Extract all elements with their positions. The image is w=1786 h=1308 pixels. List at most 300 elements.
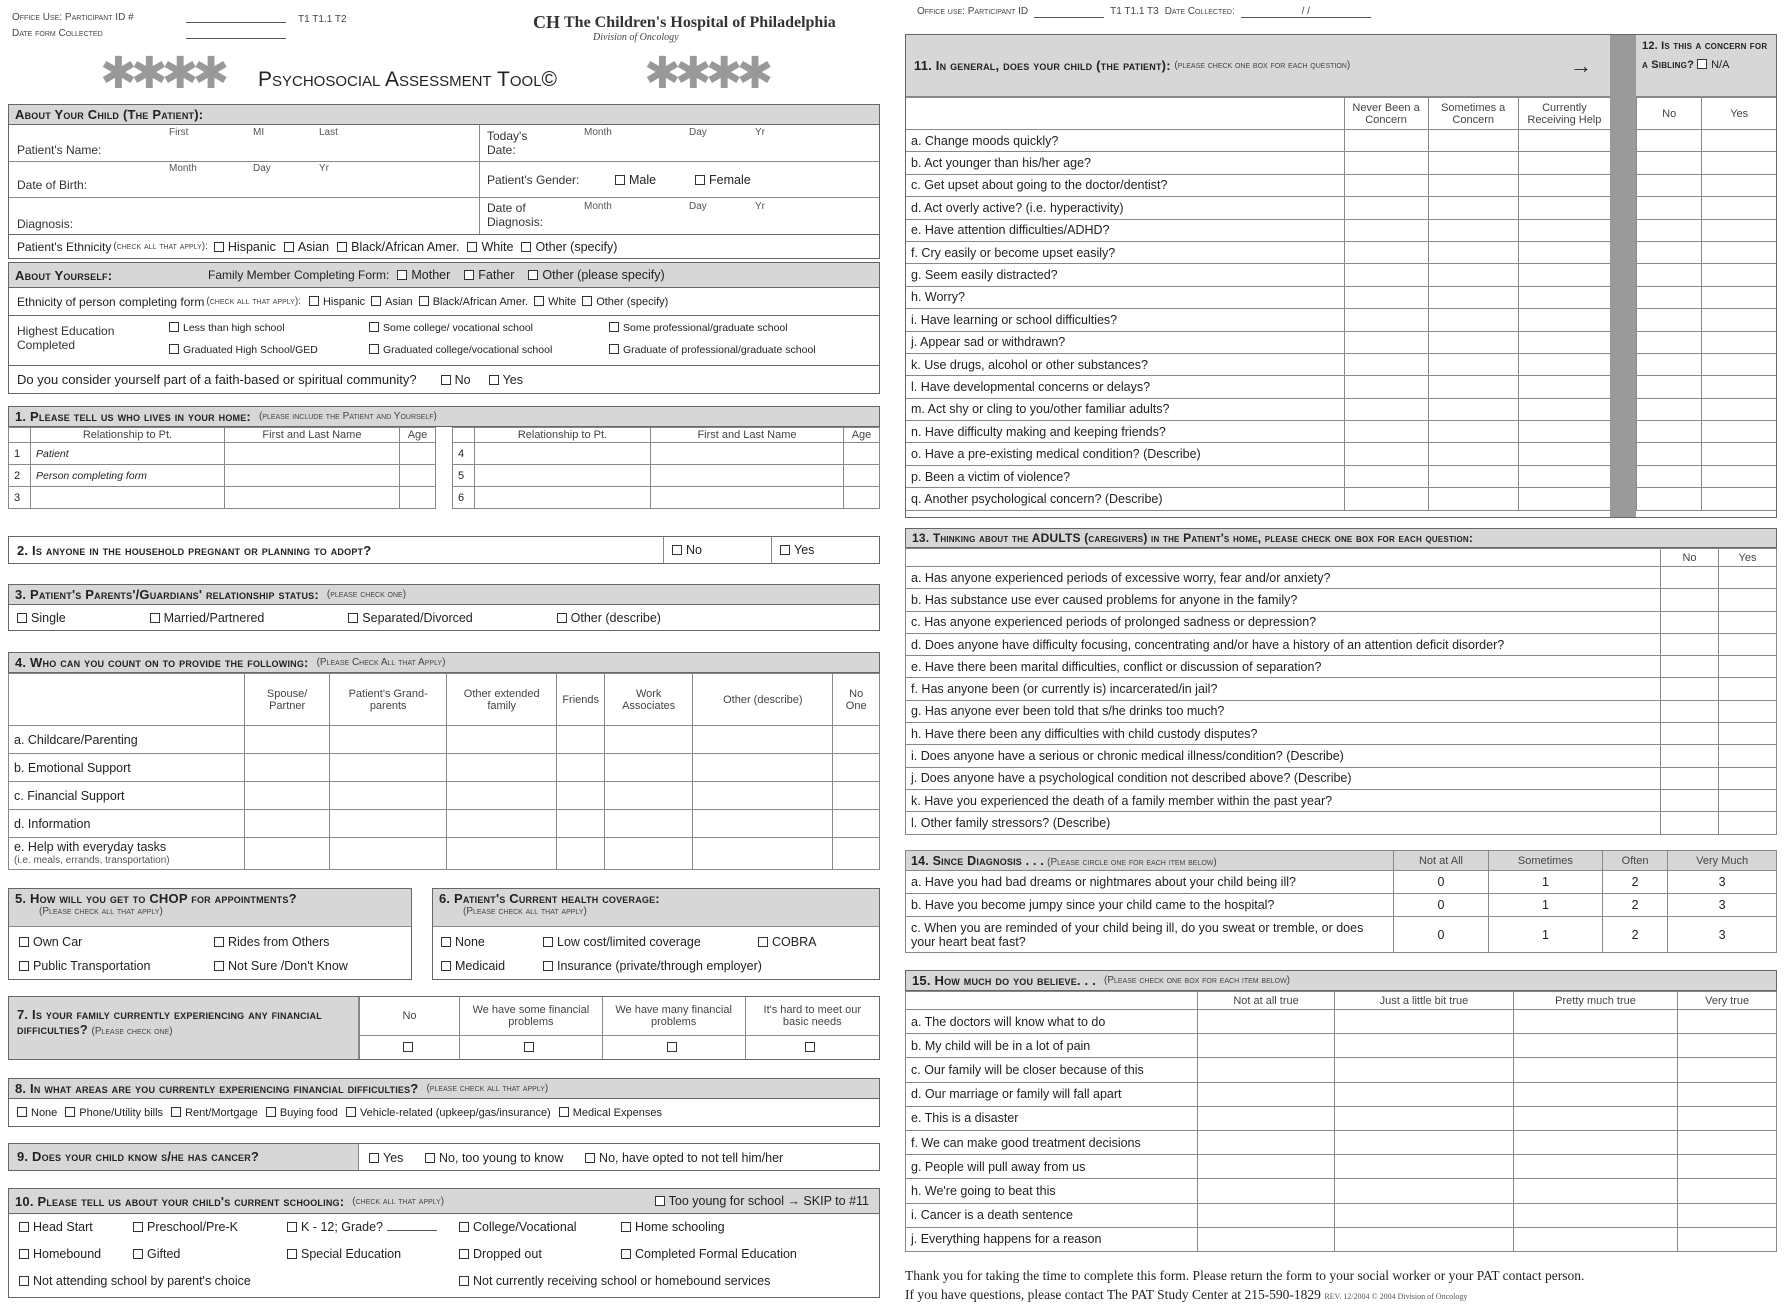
- s13-yes[interactable]: [1719, 589, 1777, 611]
- s12-yes[interactable]: [1702, 174, 1776, 196]
- s15-row: d. Our marriage or family will fall apart: [906, 1082, 1777, 1106]
- s14-rating[interactable]: 2: [1602, 871, 1667, 894]
- s7-some[interactable]: [460, 1035, 603, 1059]
- your-ethnicity-row: Ethnicity of person completing form (check all that apply): Hispanic Asian Black/African Amer. White Other (specify): [8, 288, 880, 316]
- s14-rating[interactable]: 0: [1394, 871, 1489, 894]
- s11-checkbox[interactable]: [1344, 465, 1428, 487]
- s6-insurance[interactable]: Insurance (private/through employer): [543, 959, 762, 973]
- s12-row: [1637, 421, 1777, 443]
- s12-no[interactable]: [1637, 398, 1702, 420]
- about-yourself-section: [8, 262, 880, 394]
- s11-checkbox[interactable]: [1344, 376, 1428, 398]
- eth-asian[interactable]: Asian: [284, 240, 329, 254]
- s12-row: [1637, 286, 1777, 308]
- s11-checkbox[interactable]: [1344, 443, 1428, 465]
- s15-checkbox[interactable]: [1198, 1082, 1335, 1106]
- household-table-right: Relationship to Pt. First and Last Name Age 4 5 6: [452, 427, 880, 509]
- s10-homebound[interactable]: Homebound: [19, 1247, 101, 1261]
- s15-checkbox[interactable]: [1513, 1203, 1677, 1227]
- s11-checkbox[interactable]: [1344, 421, 1428, 443]
- section-4: [8, 652, 880, 870]
- s12-yes[interactable]: [1702, 152, 1776, 174]
- section-8-header: 8. In what areas are you currently experiencing financial difficulties? (please check all that apply): [8, 1078, 880, 1099]
- s11-checkbox[interactable]: [1428, 488, 1518, 510]
- s11-checkbox[interactable]: [1344, 152, 1428, 174]
- beliefs-table: Not at all true Just a little bit true Pretty much true Very true a. The doctors will know what to do b. My child will be in a lot of pain c. Our family will be closer because of this d. Our marriage or family will fall apart e. This is a disaster f. We can make good treatment decisions g. People will pull away from us h. We're going to beat this i. Cancer is a death sentence j. Everything happens for a reason: [905, 991, 1777, 1252]
- s3-separated[interactable]: Separated/Divorced: [348, 611, 472, 625]
- s11-row: e. Have attention difficulties/ADHD?: [906, 219, 1610, 241]
- s11-checkbox[interactable]: [1428, 286, 1518, 308]
- gender-male-option[interactable]: Male: [615, 173, 656, 187]
- s11-checkbox[interactable]: [1428, 219, 1518, 241]
- s13-no[interactable]: [1661, 745, 1719, 767]
- s13-no[interactable]: [1661, 678, 1719, 700]
- s11-checkbox[interactable]: [1518, 309, 1610, 331]
- eth-white[interactable]: White: [467, 240, 513, 254]
- edu-college[interactable]: Graduated college/vocational school: [369, 344, 552, 356]
- s10-not-attending[interactable]: Not attending school by parent's choice: [19, 1274, 251, 1288]
- s12-no[interactable]: [1637, 443, 1702, 465]
- s11-row: m. Act shy or cling to you/other familiar adults?: [906, 398, 1610, 420]
- s8-phone[interactable]: Phone/Utility bills: [65, 1107, 163, 1119]
- s10-too-young[interactable]: Too young for school → SKIP to #11: [655, 1194, 869, 1208]
- member-father[interactable]: Father: [464, 268, 514, 282]
- s11-checkbox[interactable]: [1428, 421, 1518, 443]
- diagnosis-label: Diagnosis:: [17, 217, 74, 231]
- s11-checkbox[interactable]: [1428, 264, 1518, 286]
- patient-ethnicity-row: Patient's Ethnicity (check all that apply): Hispanic Asian Black/African Amer. White Other (specify): [8, 235, 880, 259]
- s10-not-receiving[interactable]: Not currently receiving school or homebound services: [459, 1274, 770, 1288]
- s15-checkbox[interactable]: [1198, 1155, 1335, 1179]
- s15-row: g. People will pull away from us: [906, 1155, 1777, 1179]
- s13-no[interactable]: [1661, 700, 1719, 722]
- s9-no-young[interactable]: No, too young to know: [425, 1151, 563, 1165]
- s11-checkbox[interactable]: [1518, 264, 1610, 286]
- s15-row: e. This is a disaster: [906, 1106, 1777, 1130]
- member-other[interactable]: Other (please specify): [528, 268, 664, 282]
- s15-checkbox[interactable]: [1335, 1227, 1514, 1251]
- eth-black[interactable]: Black/African Amer.: [337, 240, 459, 254]
- section-3: [8, 584, 880, 631]
- s13-no[interactable]: [1661, 633, 1719, 655]
- s11-checkbox[interactable]: [1518, 241, 1610, 263]
- s11-row: l. Have developmental concerns or delays?: [906, 376, 1610, 398]
- section-12-header: 12. Is this a concern for a Sibling? N/A: [1636, 35, 1776, 97]
- faith-no[interactable]: No: [441, 373, 471, 387]
- s15-checkbox[interactable]: [1678, 1130, 1777, 1154]
- s11-row: k. Use drugs, alcohol or other substances?: [906, 353, 1610, 375]
- s12-no[interactable]: [1637, 219, 1702, 241]
- s13-no[interactable]: [1661, 656, 1719, 678]
- s15-checkbox[interactable]: [1335, 1034, 1514, 1058]
- s11-checkbox[interactable]: [1518, 197, 1610, 219]
- faith-yes[interactable]: Yes: [489, 373, 523, 387]
- s14-rating[interactable]: 1: [1488, 917, 1602, 953]
- s11-row: o. Have a pre-existing medical condition? (Describe): [906, 443, 1610, 465]
- faith-row: Do you consider yourself part of a faith-based or spiritual community? No Yes: [8, 366, 880, 394]
- s13-no[interactable]: [1661, 567, 1719, 589]
- s13-row: c. Has anyone experienced periods of prolonged sadness or depression?: [906, 611, 1777, 633]
- s12-no[interactable]: [1637, 286, 1702, 308]
- s11-checkbox[interactable]: [1428, 309, 1518, 331]
- edu-some-grad[interactable]: Some professional/graduate school: [609, 322, 788, 334]
- s15-checkbox[interactable]: [1513, 1082, 1677, 1106]
- s15-checkbox[interactable]: [1513, 1179, 1677, 1203]
- s9-yes[interactable]: Yes: [369, 1151, 403, 1165]
- s12-yes[interactable]: [1702, 241, 1776, 263]
- s11-checkbox[interactable]: [1518, 376, 1610, 398]
- s5-public[interactable]: Public Transportation: [19, 959, 150, 973]
- s12-yes[interactable]: [1702, 309, 1776, 331]
- s13-yes[interactable]: [1719, 633, 1777, 655]
- s15-checkbox[interactable]: [1678, 1155, 1777, 1179]
- eth-other[interactable]: Other (specify): [521, 240, 617, 254]
- your-eth-white[interactable]: White: [534, 296, 576, 308]
- s12-row: [1637, 174, 1777, 196]
- s15-checkbox[interactable]: [1513, 1106, 1677, 1130]
- s13-yes[interactable]: [1719, 567, 1777, 589]
- s11-checkbox[interactable]: [1428, 353, 1518, 375]
- your-eth-hispanic[interactable]: Hispanic: [309, 296, 365, 308]
- s11-row: c. Get upset about going to the doctor/dentist?: [906, 174, 1610, 196]
- division-name: Division of Oncology: [593, 32, 679, 43]
- s15-checkbox[interactable]: [1335, 1155, 1514, 1179]
- s10-k12[interactable]: K - 12; Grade?: [287, 1220, 437, 1234]
- s11-checkbox[interactable]: [1428, 152, 1518, 174]
- s11-checkbox[interactable]: [1518, 331, 1610, 353]
- s13-no[interactable]: [1661, 812, 1719, 834]
- s15-checkbox[interactable]: [1513, 1010, 1677, 1034]
- date-form-collected-field[interactable]: [186, 38, 286, 39]
- s15-checkbox[interactable]: [1198, 1227, 1335, 1251]
- form-title: Psychosocial Assessment Tool©: [258, 68, 558, 91]
- s12-yes[interactable]: [1702, 398, 1776, 420]
- s14-rating[interactable]: 0: [1394, 917, 1489, 953]
- section-10-header: 10. Please tell us about your child's current schooling: (check all that apply) Too young for school → SKIP to #11: [8, 1188, 880, 1214]
- s13-row: g. Has anyone ever been told that s/he drinks too much?: [906, 700, 1777, 722]
- s12-no[interactable]: [1637, 465, 1702, 487]
- s15-checkbox[interactable]: [1513, 1227, 1677, 1251]
- s11-checkbox[interactable]: [1428, 197, 1518, 219]
- s11-checkbox[interactable]: [1344, 219, 1428, 241]
- s13-no[interactable]: [1661, 723, 1719, 745]
- s12-yes[interactable]: [1702, 264, 1776, 286]
- s15-checkbox[interactable]: [1513, 1034, 1677, 1058]
- s11-row: h. Worry?: [906, 286, 1610, 308]
- s12-yes[interactable]: [1702, 488, 1776, 510]
- s15-checkbox[interactable]: [1678, 1058, 1777, 1082]
- s15-checkbox[interactable]: [1198, 1179, 1335, 1203]
- s11-row: i. Have learning or school difficulties?: [906, 309, 1610, 331]
- s11-checkbox[interactable]: [1344, 353, 1428, 375]
- your-eth-black[interactable]: Black/African Amer.: [419, 296, 528, 308]
- office-use-label: Office Use: Participant ID #: [12, 12, 134, 23]
- s10-college[interactable]: College/Vocational: [459, 1220, 577, 1234]
- s13-yes[interactable]: [1719, 678, 1777, 700]
- s12-no[interactable]: [1637, 264, 1702, 286]
- s13-row: a. Has anyone experienced periods of excessive worry, fear and/or anxiety?: [906, 567, 1777, 589]
- s11-checkbox[interactable]: [1428, 443, 1518, 465]
- s13-yes[interactable]: [1719, 745, 1777, 767]
- section-11-header: 11. In general, does your child (the patient): (please check one box for each question) →: [906, 35, 1610, 97]
- s14-rating[interactable]: 3: [1668, 917, 1777, 953]
- s13-no[interactable]: [1661, 789, 1719, 811]
- your-eth-other[interactable]: Other (specify): [582, 296, 668, 308]
- s15-checkbox[interactable]: [1678, 1082, 1777, 1106]
- s11-checkbox[interactable]: [1428, 465, 1518, 487]
- s6-none[interactable]: None: [441, 935, 485, 949]
- s7-no[interactable]: [360, 1035, 460, 1059]
- s8-rent[interactable]: Rent/Mortgage: [171, 1107, 258, 1119]
- s13-no[interactable]: [1661, 611, 1719, 633]
- s15-checkbox[interactable]: [1513, 1058, 1677, 1082]
- s14-rating[interactable]: 3: [1668, 894, 1777, 917]
- s11-checkbox[interactable]: [1518, 130, 1610, 152]
- section-2: 2. Is anyone in the household pregnant or planning to adopt? No Yes: [8, 536, 880, 564]
- s11-checkbox[interactable]: [1428, 331, 1518, 353]
- s12-no[interactable]: [1637, 376, 1702, 398]
- s10-home-school[interactable]: Home schooling: [621, 1220, 725, 1234]
- sibling-table: No Yes: [1636, 97, 1776, 511]
- s14-rating[interactable]: 1: [1488, 894, 1602, 917]
- section-15: [905, 970, 1777, 1252]
- s15-checkbox[interactable]: [1335, 1058, 1514, 1082]
- s10-preschool[interactable]: Preschool/Pre-K: [133, 1220, 238, 1234]
- s10-dropped[interactable]: Dropped out: [459, 1247, 542, 1261]
- s15-checkbox[interactable]: [1335, 1010, 1514, 1034]
- gender-female-option[interactable]: Female: [695, 173, 751, 187]
- footer: [905, 1266, 1777, 1306]
- office-use-right: Office use: Participant ID T1 T1.1 T3 Date Collected: / /: [917, 6, 1371, 18]
- s5-rides[interactable]: Rides from Others: [214, 935, 329, 949]
- s12-no[interactable]: [1637, 488, 1702, 510]
- s15-checkbox[interactable]: [1335, 1179, 1514, 1203]
- s15-checkbox[interactable]: [1678, 1227, 1777, 1251]
- s11-checkbox[interactable]: [1518, 465, 1610, 487]
- s11-checkbox[interactable]: [1518, 219, 1610, 241]
- s11-checkbox[interactable]: [1428, 376, 1518, 398]
- s12-yes[interactable]: [1702, 130, 1776, 152]
- s5-not-sure[interactable]: Not Sure /Don't Know: [214, 959, 348, 973]
- s12-yes[interactable]: [1702, 353, 1776, 375]
- section-9: 9. Does your child know s/he has cancer? Yes No, too young to know No, have opted to not tell him/her: [8, 1143, 880, 1171]
- s10-gifted[interactable]: Gifted: [133, 1247, 180, 1261]
- s11-checkbox[interactable]: [1344, 264, 1428, 286]
- s12-no[interactable]: [1637, 331, 1702, 353]
- s12-no[interactable]: [1637, 130, 1702, 152]
- section-1-header: 1. Please tell us who lives in your home: (please include the Patient and Yourself): [8, 406, 880, 427]
- s7-hard[interactable]: [745, 1035, 879, 1059]
- s15-checkbox[interactable]: [1198, 1203, 1335, 1227]
- s15-checkbox[interactable]: [1335, 1082, 1514, 1106]
- eth-hispanic[interactable]: Hispanic: [214, 240, 276, 254]
- s11-checkbox[interactable]: [1344, 398, 1428, 420]
- s13-yes[interactable]: [1719, 723, 1777, 745]
- s3-other[interactable]: Other (describe): [557, 611, 661, 625]
- s14-rating[interactable]: 0: [1394, 894, 1489, 917]
- member-mother[interactable]: Mother: [397, 268, 450, 282]
- s12-yes[interactable]: [1702, 286, 1776, 308]
- participant-id-field[interactable]: [186, 22, 286, 23]
- s11-checkbox[interactable]: [1518, 174, 1610, 196]
- s11-checkbox[interactable]: [1518, 488, 1610, 510]
- s12-row: [1637, 197, 1777, 219]
- edu-hs[interactable]: Graduated High School/GED: [169, 344, 318, 356]
- s11-checkbox[interactable]: [1344, 331, 1428, 353]
- s13-yes[interactable]: [1719, 700, 1777, 722]
- s15-checkbox[interactable]: [1678, 1034, 1777, 1058]
- s15-checkbox[interactable]: [1198, 1034, 1335, 1058]
- s13-yes[interactable]: [1719, 767, 1777, 789]
- s11-checkbox[interactable]: [1344, 130, 1428, 152]
- s11-checkbox[interactable]: [1518, 152, 1610, 174]
- s14-rating[interactable]: 3: [1668, 871, 1777, 894]
- s15-row: i. Cancer is a death sentence: [906, 1203, 1777, 1227]
- s14-rating[interactable]: 1: [1488, 871, 1602, 894]
- s14-rating[interactable]: 2: [1602, 894, 1667, 917]
- your-eth-asian[interactable]: Asian: [371, 296, 413, 308]
- s13-row: e. Have there been marital difficulties, conflict or discussion of separation?: [906, 656, 1777, 678]
- s11-checkbox[interactable]: [1428, 398, 1518, 420]
- footer-contact: If you have questions, please contact The PAT Study Center at 215-590-1829: [905, 1287, 1321, 1302]
- s8-food[interactable]: Buying food: [266, 1107, 338, 1119]
- s15-row: j. Everything happens for a reason: [906, 1227, 1777, 1251]
- s12-yes[interactable]: [1702, 219, 1776, 241]
- s11-checkbox[interactable]: [1344, 488, 1428, 510]
- s11-row: n. Have difficulty making and keeping friends?: [906, 421, 1610, 443]
- s10-head-start[interactable]: Head Start: [19, 1220, 93, 1234]
- s12-yes[interactable]: [1702, 421, 1776, 443]
- s11-checkbox[interactable]: [1518, 286, 1610, 308]
- s15-checkbox[interactable]: [1198, 1106, 1335, 1130]
- s15-checkbox[interactable]: [1198, 1010, 1335, 1034]
- s11-checkbox[interactable]: [1344, 197, 1428, 219]
- s2-no[interactable]: No: [672, 543, 702, 557]
- child-behavior-table: Never Been a Concern Sometimes a Concern Currently Receiving Help a. Change moods quickly? b. Act younger than his/her age? c. Get upset about going to the doctor/dentist? d. Act overly active? (i.e. hyperactivity) e. Have attention difficulties/ADHD? f. Cry easily or become upset easily? g. Seem easily distracted? h. Worry? i. Have learning or school difficulties? j. Appear sad or withdrawn? k. Use drugs, alcohol or other substances? l. Have developmental concerns or delays? m. Act shy or cling to you/other familiar adults? n. Have difficulty making and keeping friends? o. Have a pre-existing medical condition? (Describe) p. Been a victim of violence? q. Another psychological concern? (Describe): [906, 97, 1610, 511]
- s12-row: [1637, 398, 1777, 420]
- s12-row: [1637, 376, 1777, 398]
- support-table: Spouse/ Partner Patient's Grand-parents Other extended family Friends Work Associates Other (describe) No One a. Childcare/Parenting b. Emotional Support c. Financial Support d. Information e. Help with everyday tasks (i.e. meals, errands, transportation): [8, 673, 880, 870]
- s10-special-ed[interactable]: Special Education: [287, 1247, 401, 1261]
- s13-yes[interactable]: [1719, 656, 1777, 678]
- s12-yes[interactable]: [1702, 331, 1776, 353]
- s14-row: c. When you are reminded of your child being ill, do you sweat or tremble, or does your heart beat fast? 0 1 2 3: [906, 917, 1777, 953]
- s15-checkbox[interactable]: [1513, 1130, 1677, 1154]
- s12-no[interactable]: [1637, 421, 1702, 443]
- section-13-header: 13. Thinking about the ADULTS (caregivers) in the Patient's home, please check one box for each question:: [905, 528, 1777, 548]
- s15-row: h. We're going to beat this: [906, 1179, 1777, 1203]
- s11-checkbox[interactable]: [1344, 309, 1428, 331]
- s15-checkbox[interactable]: [1678, 1203, 1777, 1227]
- s6-medicaid[interactable]: Medicaid: [441, 959, 505, 973]
- s11-row: a. Change moods quickly?: [906, 130, 1610, 152]
- s12-yes[interactable]: [1702, 376, 1776, 398]
- s13-row: i. Does anyone have a serious or chronic medical illness/condition? (Describe): [906, 745, 1777, 767]
- s12-yes[interactable]: [1702, 443, 1776, 465]
- s11-checkbox[interactable]: [1428, 130, 1518, 152]
- s13-yes[interactable]: [1719, 611, 1777, 633]
- section-3-header: 3. Patient's Parents'/Guardians' relationship status: (please check one): [8, 584, 880, 605]
- s13-row: d. Does anyone have difficulty focusing, concentrating and/or have a history of an attention deficit disorder?: [906, 633, 1777, 655]
- s11-checkbox[interactable]: [1518, 398, 1610, 420]
- edu-some-college[interactable]: Some college/ vocational school: [369, 322, 533, 334]
- s12-no[interactable]: [1637, 152, 1702, 174]
- s11-checkbox[interactable]: [1344, 286, 1428, 308]
- s14-row: a. Have you had bad dreams or nightmares about your child being ill? 0 1 2 3: [906, 871, 1777, 894]
- hospital-logo: [533, 12, 836, 33]
- s8-medical[interactable]: Medical Expenses: [559, 1107, 662, 1119]
- s5-own-car[interactable]: Own Car: [19, 935, 82, 949]
- s3-married[interactable]: Married/Partnered: [150, 611, 265, 625]
- s14-rating[interactable]: 2: [1602, 917, 1667, 953]
- s15-checkbox[interactable]: [1678, 1010, 1777, 1034]
- s15-checkbox[interactable]: [1335, 1130, 1514, 1154]
- section-6: 6. Patient's Current health coverage: (Please check all that apply) None Low cost/limited coverage COBRA Medicaid Insurance (private/through employer): [432, 888, 880, 980]
- s11-checkbox[interactable]: [1518, 443, 1610, 465]
- s13-no[interactable]: [1661, 589, 1719, 611]
- s3-single[interactable]: Single: [17, 611, 66, 625]
- s11-checkbox[interactable]: [1428, 174, 1518, 196]
- s8-none[interactable]: None: [17, 1107, 57, 1119]
- s8-vehicle[interactable]: Vehicle-related (upkeep/gas/insurance): [346, 1107, 551, 1119]
- s11-checkbox[interactable]: [1518, 353, 1610, 375]
- s13-row: b. Has substance use ever caused problems for anyone in the family?: [906, 589, 1777, 611]
- s15-checkbox[interactable]: [1513, 1155, 1677, 1179]
- s15-checkbox[interactable]: [1678, 1179, 1777, 1203]
- s2-yes[interactable]: Yes: [780, 543, 814, 557]
- s12-row: [1637, 465, 1777, 487]
- s12-no[interactable]: [1637, 241, 1702, 263]
- s15-checkbox[interactable]: [1198, 1130, 1335, 1154]
- s12-row: [1637, 219, 1777, 241]
- s6-cobra[interactable]: COBRA: [758, 935, 816, 949]
- s11-checkbox[interactable]: [1428, 241, 1518, 263]
- s13-yes[interactable]: [1719, 789, 1777, 811]
- s6-low-cost[interactable]: Low cost/limited coverage: [543, 935, 701, 949]
- s11-checkbox[interactable]: [1518, 421, 1610, 443]
- edu-grad[interactable]: Graduate of professional/graduate school: [609, 344, 816, 356]
- s13-no[interactable]: [1661, 767, 1719, 789]
- household-table-left: Relationship to Pt. First and Last Name Age 1 Patient 2 Person completing form 3: [8, 427, 436, 509]
- children-figures-left-icon: ✱✱✱✱: [100, 49, 224, 98]
- edu-less-hs[interactable]: Less than high school: [169, 322, 285, 334]
- s12-no[interactable]: [1637, 309, 1702, 331]
- s15-checkbox[interactable]: [1335, 1203, 1514, 1227]
- s11-checkbox[interactable]: [1344, 241, 1428, 263]
- adults-table: No Yes a. Has anyone experienced periods of excessive worry, fear and/or anxiety? b. Has substance use ever caused problems for anyone in the family? c. Has anyone experienced periods of prolonged sadness or depression? d. Does anyone have difficulty focusing, concentrating and/or have a history of an attention deficit disorder? e. Have there been marital difficulties, conflict or discussion of separation? f. Has anyone been (or currently is) incarcerated/in jail? g. Has anyone ever been told that s/he drinks too much? h. Have there been any difficulties with child custody disputes? i. Does anyone have a serious or chronic medical illness/condition? (Describe) j. Does anyone have a psychological condition not described above? (Describe) k. Have you experienced the death of a family member within the past year? l. Other family stressors? (Describe): [905, 548, 1777, 835]
- s11-row: d. Act overly active? (i.e. hyperactivity): [906, 197, 1610, 219]
- first-col: First: [169, 127, 189, 138]
- s13-yes[interactable]: [1719, 812, 1777, 834]
- s12-yes[interactable]: [1702, 465, 1776, 487]
- s9-no-opted[interactable]: No, have opted to not tell him/her: [585, 1151, 783, 1165]
- section-5: 5. How will you get to CHOP for appointments? (Please check all that apply) Own Car Rides from Others Public Transportation Not Sure /Don't Know: [8, 888, 412, 980]
- section-1: [8, 406, 880, 509]
- s12-no[interactable]: [1637, 353, 1702, 375]
- s15-checkbox[interactable]: [1198, 1058, 1335, 1082]
- s11-checkbox[interactable]: [1344, 174, 1428, 196]
- s10-completed[interactable]: Completed Formal Education: [621, 1247, 797, 1261]
- s11-row: g. Seem easily distracted?: [906, 264, 1610, 286]
- s13-row: l. Other family stressors? (Describe): [906, 812, 1777, 834]
- s15-checkbox[interactable]: [1678, 1106, 1777, 1130]
- s12-no[interactable]: [1637, 174, 1702, 196]
- s12-yes[interactable]: [1702, 197, 1776, 219]
- form-header: [8, 8, 880, 104]
- s12-no[interactable]: [1637, 197, 1702, 219]
- s7-many[interactable]: [602, 1035, 745, 1059]
- s15-checkbox[interactable]: [1335, 1106, 1514, 1130]
